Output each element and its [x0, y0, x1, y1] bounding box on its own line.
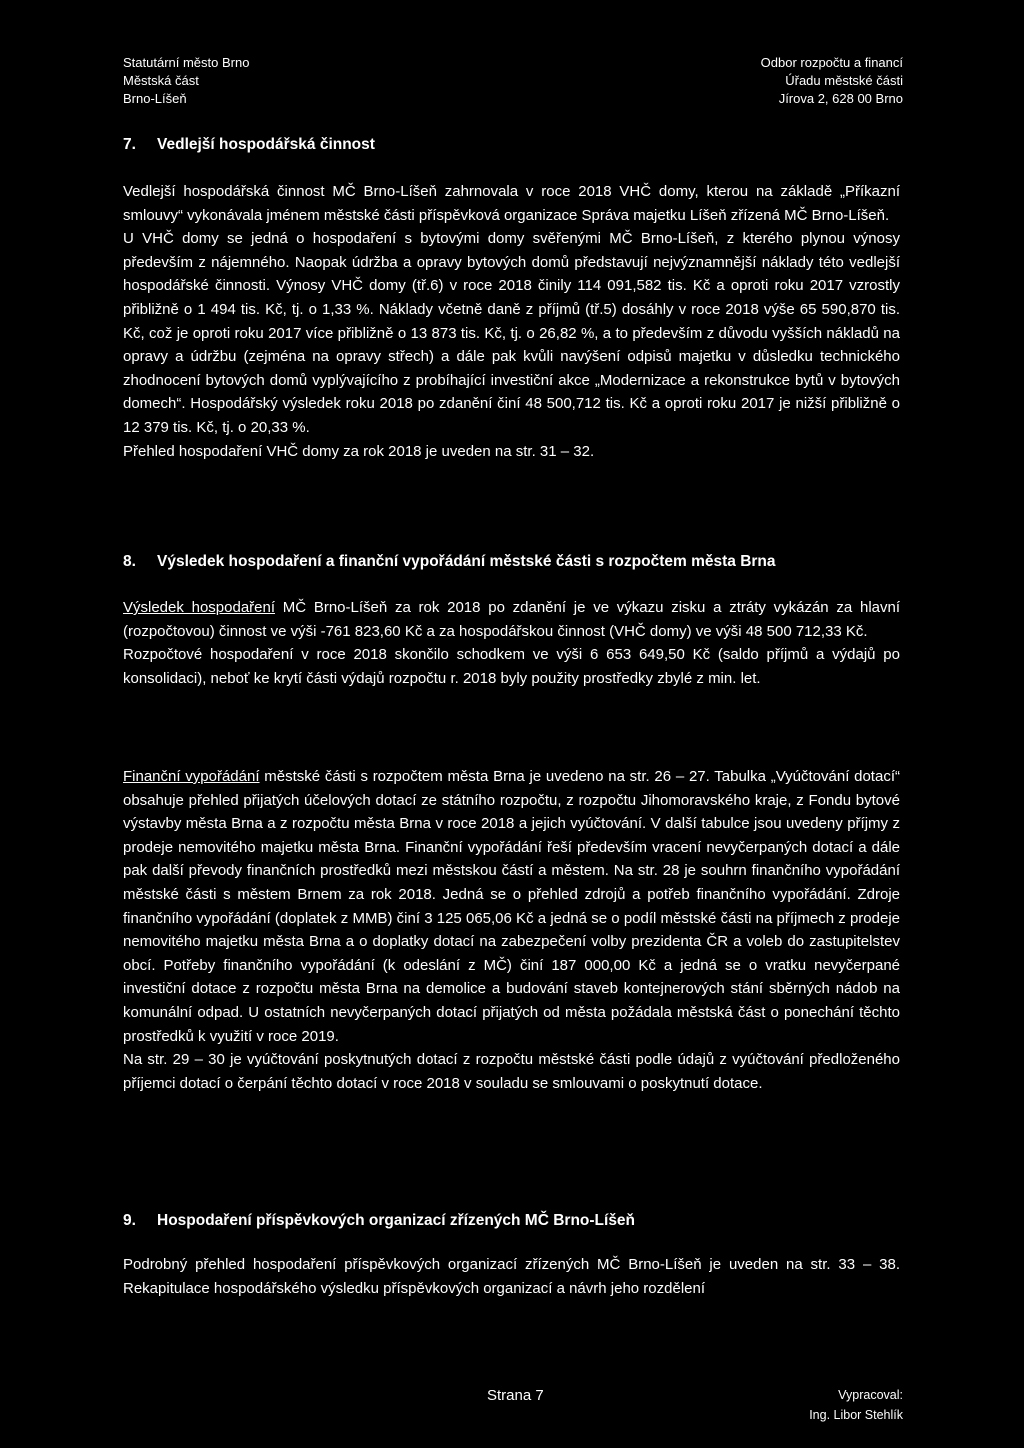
section-9-heading: [123, 1212, 635, 1230]
header-address: Jírova 2, 628 00 Brno: [778, 91, 903, 106]
footer-author: [809, 1385, 903, 1425]
section-9-title: Hospodaření příspěvkových organizací zřízených MČ Brno-Líšeň: [157, 1212, 636, 1229]
section-7-heading: [123, 136, 375, 154]
section-8-paragraph-2: Rozpočtové hospodaření v roce 2018 skončilo schodkem ve výši 6 653 649,50 Kč (saldo příjmů a výdajů po konsolidaci), neboť ke krytí části výdajů rozpočtu r. 2018 byly použity prostředky zbylé z min. let.: [123, 646, 900, 687]
section-8-paragraph-1-text: MČ Brno-Líšeň za rok 2018 po zdanění je ve výkazu zisku a ztráty vykázán za hlavní (rozpočtovou) činnost ve výši -761 823,60 Kč a za hospodářskou činnost (VHČ domy) ve výši 48 500 712,33 Kč.: [123, 599, 901, 640]
header-department: Odbor rozpočtu a financí: [760, 55, 903, 70]
section-8-paragraph-3: [123, 765, 900, 1048]
result-term: Výsledek hospodaření: [123, 599, 276, 616]
section-7-number: 7.: [123, 136, 136, 153]
header-district-name: Brno-Líšeň: [123, 91, 187, 106]
settlement-term: Finanční vypořádání: [123, 768, 260, 785]
section-8-body-a: [123, 596, 900, 690]
section-8-paragraph-1: [123, 596, 900, 643]
author-label: Vypracoval:: [838, 1388, 903, 1402]
header-office: Úřadu městské části: [785, 73, 903, 88]
section-9-paragraph-1: Podrobný přehled hospodaření příspěvkových organizací zřízených MČ Brno-Líšeň je uveden na str. 33 – 38. Rekapitulace hospodářského výsledku příspěvkových organizací a návrh jeho rozdělení: [123, 1256, 900, 1297]
section-8-body-b: [123, 765, 900, 1095]
section-8-paragraph-3-text: městské části s rozpočtem města Brna je uvedeno na str. 26 – 27. Tabulka „Vyúčtování dotací“ obsahuje přehled přijatých účelových dotací ze státního rozpočtu, z rozpočtu Jihomoravského kraje, z Fondu bytové výstavby města Brna a z rozpočtu města Brna v roce 2018 a jejich vyúčtování. V další tabulce jsou uvedeny příjmy z prodeje nemovitého majetku města Brna. Finanční vypořádání řeší především vracení nevyčerpaných dotací a dále pak další převody finančních prostředků mezi městskou částí a městem. Na str. 28 je souhrn finančního vypořádání městské části s městem Brnem za rok 2018. Jedná se o přehled zdrojů a potřeb finančního vypořádání. Zdroje finančního vypořádání (doplatek z MMB) činí 3 125 065,06 Kč a jedná se o podíl městské části na příjmech z prodeje nemovitého majetku města Brna a o doplatky dotací na zabezpečení volby prezidenta ČR a voleb do zastupitelstev obcí. Potřeby finančního vypořádání (k odeslání z MČ) činí 187 000,00 Kč a jedná se o vratku nevyčerpané investiční dotace z rozpočtu města Brna na demolice a budování staveb kontejnerových stání sběrných nádob na komunální odpad. U ostatních nevyčerpaných dotací přijatých od města požádala městská část o ponechání těchto prostředků k využití v roce 2019.: [123, 768, 900, 1045]
section-8-number: 8.: [123, 553, 136, 570]
section-8-paragraph-4: Na str. 29 – 30 je vyúčtování poskytnutých dotací z rozpočtu městské části podle údajů z vyúčtování předloženého příjemci dotací o čerpání těchto dotací v roce 2018 v souladu se smlouvami o poskytnutí dotace.: [123, 1051, 900, 1092]
section-7-paragraph-1: Vedlejší hospodářská činnost MČ Brno-Líšeň zahrnovala v roce 2018 VHČ domy, kterou na základě „Příkazní smlouvy“ vykonávala jménem městské části příspěvková organizace Správa majetku Líšeň zřízená MČ Brno-Líšeň.: [123, 183, 900, 224]
section-7-paragraph-3: Přehled hospodaření VHČ domy za rok 2018 je uveden na str. 31 – 32.: [123, 442, 595, 460]
section-9-body: [123, 1253, 900, 1300]
section-7-body: [123, 180, 900, 463]
section-7-title: Vedlejší hospodářská činnost: [157, 136, 375, 153]
page-number: Strana 7: [487, 1387, 544, 1404]
header-city: Statutární město Brno: [123, 55, 250, 70]
section-9-number: 9.: [123, 1212, 136, 1229]
header-left: [123, 54, 249, 108]
section-8-title: Výsledek hospodaření a finanční vypořádání městské části s rozpočtem města Brna: [157, 553, 776, 570]
section-7-paragraph-2: U VHČ domy se jedná o hospodaření s bytovými domy svěřenými MČ Brno-Líšeň, z kterého plynou výnosy především z nájemného. Naopak údržba a opravy bytových domů představují nejvýznamnější náklady této vedlejší hospodářské činnosti. Výnosy VHČ domy (tř.6) v roce 2018 činily 114 091,582 tis. Kč a oproti roku 2017 vzrostly přibližně o 1 494 tis. Kč, tj. o 1,33 %. Náklady včetně daně z příjmů (tř.5) dosáhly v roce 2018 výše 65 590,870 tis. Kč, což je oproti roku 2017 více přibližně o 13 873 tis. Kč, tj. o 26,82 %, a to především z důvodu vyšších nákladů na opravy a údržbu (zejména na opravy střech) a dále pak kvůli navýšení odpisů majetku v důsledku technického zhodnocení bytových domů vyplývajícího z probíhající investiční akce „Modernizace a rekonstrukce bytů v bytových domech“. Hospodářský výsledek roku 2018 po zdanění činí 48 500,712 tis. Kč a oproti roku 2017 je nižší přibližně o 12 379 tis. Kč, tj. o 20,33 %.: [123, 230, 900, 436]
author-name: Ing. Libor Stehlík: [809, 1408, 903, 1422]
section-8-heading: [123, 553, 776, 571]
header-right: [761, 54, 903, 108]
header-district-label: Městská část: [123, 73, 199, 88]
